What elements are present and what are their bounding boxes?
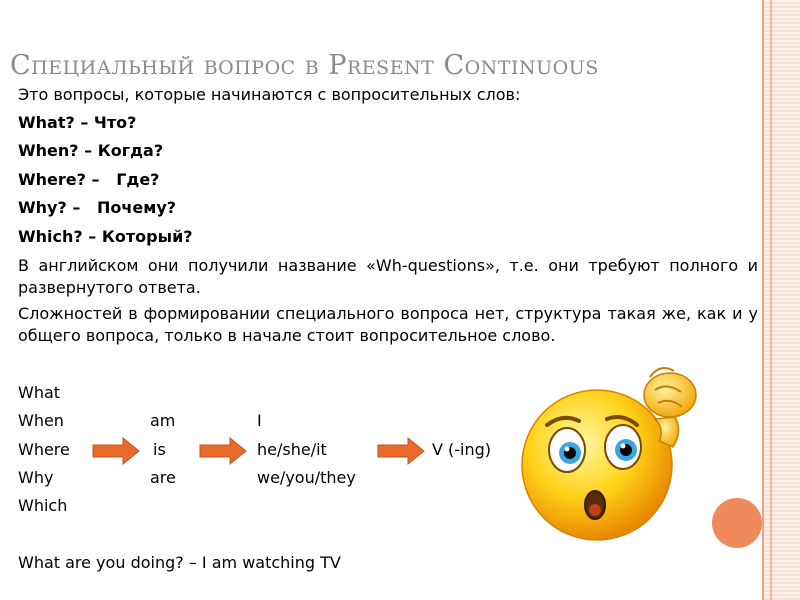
- verb-are: are: [150, 468, 176, 487]
- question-what: What? – Что?: [18, 113, 137, 132]
- confused-thinking-emoji-icon: [515, 355, 705, 545]
- arrow-right-icon: [376, 436, 426, 466]
- question-when: When? – Когда?: [18, 141, 164, 160]
- slide-title: Специальный вопрос в Present Continuous: [10, 50, 599, 81]
- wh-word-when: When: [18, 411, 64, 430]
- arrow-right-icon: [91, 436, 141, 466]
- intro-text: Это вопросы, которые начинаются с вопросительных слов:: [18, 85, 521, 104]
- verb-am: am: [150, 411, 176, 430]
- verb-is: is: [153, 440, 166, 459]
- question-why: Why? – Почему?: [18, 198, 177, 217]
- subject-he-she-it: he/she/it: [257, 440, 327, 459]
- arrow-right-icon: [198, 436, 248, 466]
- decorative-border: [762, 0, 800, 600]
- wh-word-why: Why: [18, 468, 54, 487]
- verb-ing-ending: V (-ing): [432, 440, 492, 459]
- wh-word-which: Which: [18, 496, 68, 515]
- example-sentence: What are you doing? – I am watching TV: [18, 553, 341, 572]
- paragraph-wh-questions: В английском они получили название «Wh-questions», т.е. они требуют полного и развернутого ответа.: [18, 256, 758, 297]
- decorative-orange-circle: [712, 498, 762, 548]
- subject-we-you-they: we/you/they: [257, 468, 356, 487]
- wh-word-where: Where: [18, 440, 70, 459]
- paragraph-structure: Сложностей в формировании специального вопроса нет, структура такая же, как и у общего вопроса, только в начале стоит вопросительное слово.: [18, 304, 758, 345]
- subject-i: I: [257, 411, 262, 430]
- wh-word-what: What: [18, 383, 61, 402]
- question-which: Which? – Который?: [18, 227, 193, 246]
- question-where: Where? – Где?: [18, 170, 160, 189]
